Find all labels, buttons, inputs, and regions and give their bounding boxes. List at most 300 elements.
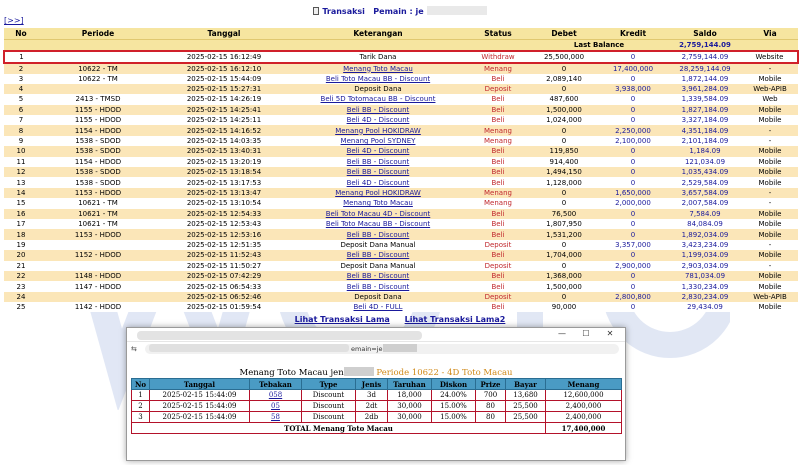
row-via: - xyxy=(742,198,798,208)
row-periode: 1147 - HDOD xyxy=(38,281,158,291)
detail-prize: 80 xyxy=(476,412,506,423)
row-via: Mobile xyxy=(742,302,798,312)
row-saldo: 3,423,234.09 xyxy=(668,240,742,250)
table-row xyxy=(4,125,798,135)
row-kredit: 1,650,000 xyxy=(598,188,668,198)
row-no: 22 xyxy=(4,271,38,281)
row-tanggal: 2025-02-15 14:25:41 xyxy=(158,105,290,115)
row-kredit: 0 xyxy=(598,146,668,156)
col-header-tanggal: Tanggal xyxy=(158,28,290,39)
row-tanggal: 2025-02-15 14:26:19 xyxy=(158,94,290,104)
row-no: 14 xyxy=(4,188,38,198)
address-param: emain=je xyxy=(351,345,383,353)
row-debet: 0 xyxy=(530,198,598,208)
row-debet: 76,500 xyxy=(530,209,598,219)
row-periode: 1153 - HDOD xyxy=(38,229,158,239)
row-tanggal: 2025-02-15 07:42:29 xyxy=(158,271,290,281)
popup-period-subtitle: Periode 10622 - 4D Toto Macau xyxy=(376,368,513,378)
site-settings-icon[interactable]: ⇆ xyxy=(131,345,137,353)
table-row xyxy=(4,136,798,146)
row-via: - xyxy=(742,240,798,250)
row-keterangan[interactable]: Menang Toto Macau xyxy=(290,63,466,74)
row-status: Menang xyxy=(466,198,530,208)
row-kredit: 0 xyxy=(598,250,668,260)
col-header-no: No xyxy=(4,28,38,39)
row-periode: 10621 - TM xyxy=(38,198,158,208)
table-row xyxy=(4,74,798,84)
row-keterangan[interactable]: Beli Toto Macau BB - Discount xyxy=(290,74,466,84)
row-no: 23 xyxy=(4,281,38,291)
row-saldo: 29,434.09 xyxy=(668,302,742,312)
row-no: 2 xyxy=(4,63,38,74)
col-header-via: Via xyxy=(742,28,798,39)
row-keterangan[interactable]: Beli BB - Discount xyxy=(290,229,466,239)
row-status: Beli xyxy=(466,146,530,156)
address-field[interactable] xyxy=(145,344,619,354)
row-via: Mobile xyxy=(742,209,798,219)
row-debet: 0 xyxy=(530,240,598,250)
row-debet: 1,128,000 xyxy=(530,177,598,187)
detail-header-row xyxy=(132,379,622,390)
detail-total-label: TOTAL Menang Toto Macau xyxy=(132,423,546,434)
row-tanggal: 2025-02-15 12:54:33 xyxy=(158,209,290,219)
row-tanggal: 2025-02-15 16:12:10 xyxy=(158,63,290,74)
row-periode xyxy=(38,292,158,302)
table-header-row xyxy=(4,28,798,39)
detail-col-diskon: Diskon xyxy=(432,379,476,390)
detail-col-jenis: Jenis xyxy=(356,379,388,390)
detail-col-taruhan: Taruhan xyxy=(388,379,432,390)
row-kredit: 2,000,000 xyxy=(598,198,668,208)
detail-prize: 700 xyxy=(476,390,506,401)
table-row xyxy=(4,167,798,177)
row-tanggal: 2025-02-15 16:12:49 xyxy=(158,51,290,63)
row-saldo: 1,339,584.09 xyxy=(668,94,742,104)
row-saldo: 1,330,234.09 xyxy=(668,281,742,291)
address-bar xyxy=(127,342,625,356)
row-status: Beli xyxy=(466,94,530,104)
detail-col-tebakan: Tebakan xyxy=(250,379,302,390)
row-debet: 1,531,200 xyxy=(530,229,598,239)
transaction-table xyxy=(3,28,799,312)
table-row xyxy=(4,146,798,156)
row-via: Mobile xyxy=(742,167,798,177)
winning-detail-table xyxy=(131,378,622,434)
row-debet: 25,500,000 xyxy=(530,51,598,63)
row-no: 17 xyxy=(4,219,38,229)
row-saldo: 1,872,144.09 xyxy=(668,74,742,84)
row-no: 7 xyxy=(4,115,38,125)
detail-no: 3 xyxy=(132,412,150,423)
row-via: - xyxy=(742,261,798,271)
row-status: Beli xyxy=(466,157,530,167)
detail-total-value: 17,400,000 xyxy=(546,423,622,434)
detail-menang: 2,400,000 xyxy=(546,401,622,412)
row-keterangan: Deposit Dana Manual xyxy=(290,240,466,250)
row-debet: 0 xyxy=(530,84,598,94)
row-kredit: 0 xyxy=(598,167,668,177)
title-text: Transaksi xyxy=(322,7,365,16)
table-row xyxy=(4,229,798,239)
row-saldo: 4,351,184.09 xyxy=(668,125,742,135)
row-via: Mobile xyxy=(742,219,798,229)
row-tanggal: 2025-02-15 11:50:27 xyxy=(158,261,290,271)
row-keterangan: Tarik Dana xyxy=(290,51,466,63)
detail-no: 1 xyxy=(132,390,150,401)
detail-jenis: 3d xyxy=(356,390,388,401)
row-via: - xyxy=(742,63,798,74)
detail-col-type: Type xyxy=(302,379,356,390)
history-links xyxy=(0,315,800,324)
detail-tanggal: 2025-02-15 15:44:09 xyxy=(150,401,250,412)
table-row xyxy=(4,115,798,125)
minimize-icon[interactable]: — xyxy=(558,329,566,338)
row-saldo: 121,034.09 xyxy=(668,157,742,167)
row-kredit: 0 xyxy=(598,229,668,239)
row-keterangan[interactable]: Beli BB - Discount xyxy=(290,250,466,260)
row-saldo: 2,903,034.09 xyxy=(668,261,742,271)
row-no: 8 xyxy=(4,125,38,135)
row-via: Mobile xyxy=(742,146,798,156)
row-saldo: 1,035,434.09 xyxy=(668,167,742,177)
row-tanggal: 2025-02-15 14:16:52 xyxy=(158,125,290,135)
row-kredit: 2,900,000 xyxy=(598,261,668,271)
row-kredit: 0 xyxy=(598,281,668,291)
last-balance-value: 2,759,144.09 xyxy=(668,39,742,51)
row-no: 19 xyxy=(4,240,38,250)
row-keterangan[interactable]: Beli Toto Macau 4D - Discount xyxy=(290,209,466,219)
row-debet: 119,850 xyxy=(530,146,598,156)
detail-tebakan[interactable]: 58 xyxy=(250,412,302,423)
row-status: Beli xyxy=(466,74,530,84)
row-periode: 2413 - TMSD xyxy=(38,94,158,104)
row-saldo: 84,084.09 xyxy=(668,219,742,229)
row-status: Beli xyxy=(466,219,530,229)
row-via: Web-APIB xyxy=(742,84,798,94)
row-status: Beli xyxy=(466,229,530,239)
row-saldo: 1,184.09 xyxy=(668,146,742,156)
row-periode: 1142 - HDOD xyxy=(38,302,158,312)
detail-bayar: 13,680 xyxy=(506,390,546,401)
row-status: Menang xyxy=(466,136,530,146)
row-tanggal: 2025-02-15 11:52:43 xyxy=(158,250,290,260)
row-debet: 1,704,000 xyxy=(530,250,598,260)
row-tanggal: 2025-02-15 12:51:35 xyxy=(158,240,290,250)
row-saldo: 2,101,184.09 xyxy=(668,136,742,146)
detail-row xyxy=(132,390,622,401)
row-via: Mobile xyxy=(742,250,798,260)
row-kredit: 0 xyxy=(598,105,668,115)
row-no: 6 xyxy=(4,105,38,115)
row-status: Beli xyxy=(466,281,530,291)
row-status: Withdraw xyxy=(466,51,530,63)
row-saldo: 28,259,144.09 xyxy=(668,63,742,74)
row-via: - xyxy=(742,188,798,198)
row-saldo: 3,657,584.09 xyxy=(668,188,742,198)
detail-bayar: 25,500 xyxy=(506,401,546,412)
row-status: Beli xyxy=(466,271,530,281)
expand-button[interactable]: [>>] xyxy=(4,16,24,25)
detail-taruhan: 30,000 xyxy=(388,401,432,412)
row-periode: 1155 - HDOD xyxy=(38,105,158,115)
row-tanggal: 2025-02-15 13:40:31 xyxy=(158,146,290,156)
row-periode: 1155 - HDOD xyxy=(38,115,158,125)
row-status: Beli xyxy=(466,177,530,187)
row-debet: 90,000 xyxy=(530,302,598,312)
row-kredit: 2,250,000 xyxy=(598,125,668,135)
row-kredit: 2,100,000 xyxy=(598,136,668,146)
row-no: 12 xyxy=(4,167,38,177)
maximize-icon[interactable]: ☐ xyxy=(582,329,590,338)
row-tanggal: 2025-02-15 06:52:46 xyxy=(158,292,290,302)
row-debet: 914,400 xyxy=(530,157,598,167)
row-keterangan[interactable]: Menang Pool HOKIDRAW xyxy=(290,125,466,135)
detail-row xyxy=(132,412,622,423)
detail-menang: 2,400,000 xyxy=(546,412,622,423)
row-status: Beli xyxy=(466,105,530,115)
row-debet: 0 xyxy=(530,63,598,74)
table-row xyxy=(4,281,798,291)
row-saldo: 2,759,144.09 xyxy=(668,51,742,63)
old-transactions-2-link[interactable]: Lihat Transaksi Lama2 xyxy=(404,315,506,324)
row-saldo: 7,584.09 xyxy=(668,209,742,219)
row-kredit: 0 xyxy=(598,157,668,167)
detail-col-prize: Prize xyxy=(476,379,506,390)
row-kredit: 0 xyxy=(598,51,668,63)
row-status: Deposit xyxy=(466,261,530,271)
row-no: 1 xyxy=(4,51,38,63)
table-row xyxy=(4,250,798,260)
row-kredit: 0 xyxy=(598,271,668,281)
row-status: Menang xyxy=(466,188,530,198)
detail-type: Discount xyxy=(302,412,356,423)
row-saldo: 1,199,034.09 xyxy=(668,250,742,260)
row-debet: 1,500,000 xyxy=(530,105,598,115)
row-via: - xyxy=(742,136,798,146)
row-kredit: 2,800,800 xyxy=(598,292,668,302)
redacted-window-title xyxy=(137,331,422,340)
row-keterangan[interactable]: Beli BB - Discount xyxy=(290,105,466,115)
row-debet: 0 xyxy=(530,188,598,198)
row-periode: 1538 - SDOD xyxy=(38,146,158,156)
page-title xyxy=(0,6,800,16)
close-icon[interactable]: ✕ xyxy=(606,329,614,338)
row-no: 25 xyxy=(4,302,38,312)
row-keterangan: Deposit Dana Manual xyxy=(290,261,466,271)
row-status: Deposit xyxy=(466,240,530,250)
row-keterangan[interactable]: Beli Toto Macau BB - Discount xyxy=(290,219,466,229)
row-kredit: 0 xyxy=(598,209,668,219)
row-tanggal: 2025-02-15 12:53:43 xyxy=(158,219,290,229)
detail-type: Discount xyxy=(302,390,356,401)
row-kredit: 0 xyxy=(598,219,668,229)
row-debet: 1,807,950 xyxy=(530,219,598,229)
table-row xyxy=(4,209,798,219)
row-debet: 2,089,140 xyxy=(530,74,598,84)
row-no: 24 xyxy=(4,292,38,302)
detail-tanggal: 2025-02-15 15:44:09 xyxy=(150,390,250,401)
old-transactions-link[interactable]: Lihat Transaksi Lama xyxy=(294,315,390,324)
row-status: Beli xyxy=(466,302,530,312)
row-keterangan: Deposit Dana xyxy=(290,84,466,94)
table-row xyxy=(4,198,798,208)
row-keterangan[interactable]: Beli 5D Totomacau BB - Discount xyxy=(290,94,466,104)
row-no: 20 xyxy=(4,250,38,260)
redacted-url xyxy=(149,344,349,352)
row-keterangan[interactable]: Beli 4D - Discount xyxy=(290,115,466,125)
table-row xyxy=(4,292,798,302)
row-tanggal: 2025-02-15 14:03:35 xyxy=(158,136,290,146)
detail-col-bayar: Bayar xyxy=(506,379,546,390)
row-via: Web-APIB xyxy=(742,292,798,302)
detail-diskon: 24.00% xyxy=(432,390,476,401)
row-via: Mobile xyxy=(742,271,798,281)
row-tanggal: 2025-02-15 13:17:53 xyxy=(158,177,290,187)
row-periode: 10621 - TM xyxy=(38,209,158,219)
row-status: Deposit xyxy=(466,84,530,94)
detail-diskon: 15.00% xyxy=(432,401,476,412)
table-row xyxy=(4,271,798,281)
row-saldo: 2,529,584.09 xyxy=(668,177,742,187)
row-kredit: 0 xyxy=(598,115,668,125)
last-balance-row xyxy=(4,39,798,51)
row-debet: 1,368,000 xyxy=(530,271,598,281)
detail-total-row xyxy=(132,423,622,434)
row-keterangan[interactable]: Beli 4D - Discount xyxy=(290,177,466,187)
row-tanggal: 2025-02-15 15:44:09 xyxy=(158,74,290,84)
row-no: 10 xyxy=(4,146,38,156)
row-periode: 10622 - TM xyxy=(38,74,158,84)
detail-popup-window xyxy=(126,327,626,461)
detail-col-no: No xyxy=(132,379,150,390)
detail-taruhan: 30,000 xyxy=(388,412,432,423)
row-tanggal: 2025-02-15 14:25:11 xyxy=(158,115,290,125)
detail-prize: 80 xyxy=(476,401,506,412)
row-debet: 0 xyxy=(530,261,598,271)
row-keterangan[interactable]: Beli 4D - FULL xyxy=(290,302,466,312)
table-row xyxy=(4,84,798,94)
row-keterangan[interactable]: Beli BB - Discount xyxy=(290,157,466,167)
row-periode xyxy=(38,261,158,271)
row-saldo: 3,327,184.09 xyxy=(668,115,742,125)
row-via: Web xyxy=(742,94,798,104)
row-periode xyxy=(38,240,158,250)
table-row xyxy=(4,51,798,63)
row-debet: 487,600 xyxy=(530,94,598,104)
row-via: - xyxy=(742,125,798,135)
detail-tebakan[interactable]: 05 xyxy=(250,401,302,412)
row-periode: 1538 - SDOD xyxy=(38,177,158,187)
detail-tanggal: 2025-02-15 15:44:09 xyxy=(150,412,250,423)
row-keterangan[interactable]: Menang Toto Macau xyxy=(290,198,466,208)
row-saldo: 3,961,284.09 xyxy=(668,84,742,94)
row-via: Mobile xyxy=(742,105,798,115)
row-kredit: 17,400,000 xyxy=(598,63,668,74)
row-periode: 1148 - HDOD xyxy=(38,271,158,281)
row-periode: 1538 - SDOD xyxy=(38,167,158,177)
row-periode: 10621 - TM xyxy=(38,219,158,229)
row-no: 3 xyxy=(4,74,38,84)
row-no: 11 xyxy=(4,157,38,167)
row-kredit: 3,938,000 xyxy=(598,84,668,94)
row-keterangan[interactable]: Beli BB - Discount xyxy=(290,167,466,177)
detail-type: Discount xyxy=(302,401,356,412)
row-keterangan[interactable]: Beli BB - Discount xyxy=(290,281,466,291)
row-periode: 1538 - SDOD xyxy=(38,136,158,146)
document-icon xyxy=(313,7,319,15)
row-keterangan[interactable]: Menang Pool HOKIDRAW xyxy=(290,188,466,198)
row-keterangan: Deposit Dana xyxy=(290,292,466,302)
col-header-saldo: Saldo xyxy=(668,28,742,39)
row-tanggal: 2025-02-15 13:20:19 xyxy=(158,157,290,167)
row-via: Mobile xyxy=(742,74,798,84)
row-periode: 1153 - HDOD xyxy=(38,188,158,198)
row-keterangan[interactable]: Beli BB - Discount xyxy=(290,271,466,281)
row-status: Beli xyxy=(466,167,530,177)
row-keterangan[interactable]: Beli 4D - Discount xyxy=(290,146,466,156)
popup-title-text: Menang Toto Macau jen xyxy=(239,368,344,378)
row-status: Beli xyxy=(466,250,530,260)
row-via: Mobile xyxy=(742,157,798,167)
redacted-player-name xyxy=(427,6,487,15)
row-periode: 1152 - HDOD xyxy=(38,250,158,260)
table-row xyxy=(4,302,798,312)
detail-col-tanggal: Tanggal xyxy=(150,379,250,390)
row-via: Website xyxy=(742,51,798,63)
redacted-name xyxy=(344,367,374,376)
row-tanggal: 2025-02-15 15:27:31 xyxy=(158,84,290,94)
row-status: Beli xyxy=(466,115,530,125)
redacted-url-param xyxy=(383,344,417,352)
detail-col-menang: Menang xyxy=(546,379,622,390)
table-row xyxy=(4,105,798,115)
col-header-debet: Debet xyxy=(530,28,598,39)
row-status: Menang xyxy=(466,125,530,135)
row-periode xyxy=(38,84,158,94)
detail-no: 2 xyxy=(132,401,150,412)
row-debet: 0 xyxy=(530,136,598,146)
col-header-periode: Periode xyxy=(38,28,158,39)
row-kredit: 3,357,000 xyxy=(598,240,668,250)
row-tanggal: 2025-02-15 12:53:16 xyxy=(158,229,290,239)
col-header-kredit: Kredit xyxy=(598,28,668,39)
detail-jenis: 2dt xyxy=(356,401,388,412)
popup-title xyxy=(127,367,625,378)
row-saldo: 1,892,034.09 xyxy=(668,229,742,239)
row-no: 15 xyxy=(4,198,38,208)
row-periode: 1154 - HDOD xyxy=(38,125,158,135)
row-keterangan[interactable]: Menang Pool SYDNEY xyxy=(290,136,466,146)
table-row xyxy=(4,94,798,104)
row-kredit: 0 xyxy=(598,177,668,187)
row-via: Mobile xyxy=(742,229,798,239)
detail-tebakan[interactable]: 058 xyxy=(250,390,302,401)
row-via: Mobile xyxy=(742,115,798,125)
row-debet: 0 xyxy=(530,125,598,135)
detail-taruhan: 18,000 xyxy=(388,390,432,401)
row-kredit: 0 xyxy=(598,74,668,84)
row-saldo: 2,830,234.09 xyxy=(668,292,742,302)
row-no: 13 xyxy=(4,177,38,187)
row-saldo: 1,827,184.09 xyxy=(668,105,742,115)
row-debet: 1,024,000 xyxy=(530,115,598,125)
row-kredit: 0 xyxy=(598,94,668,104)
detail-diskon: 15.00% xyxy=(432,412,476,423)
row-status: Deposit xyxy=(466,292,530,302)
last-balance-label: Last Balance xyxy=(530,39,668,51)
row-via: Mobile xyxy=(742,177,798,187)
table-row xyxy=(4,188,798,198)
